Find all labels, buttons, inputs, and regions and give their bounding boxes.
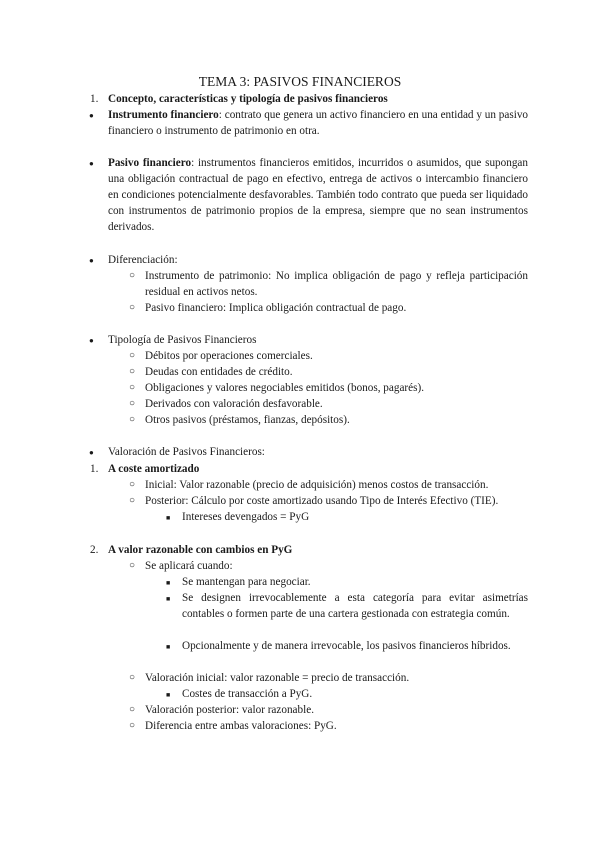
section-heading: A coste amortizado (108, 463, 200, 475)
circle-bullet-icon: ○ (129, 495, 136, 506)
section-number: 1. (90, 93, 99, 105)
list-item: Derivados con valoración desfavorable. (145, 398, 323, 410)
list-item: Se mantengan para negociar. (182, 576, 311, 588)
tipologia-label: Tipología de Pasivos Financieros (108, 334, 257, 346)
list-item: Obligaciones y valores negociables emitidos (bonos, pagarés). (145, 382, 424, 394)
circle-bullet-icon: ○ (129, 720, 136, 731)
bullet-icon: ● (89, 159, 94, 168)
circle-bullet-icon: ○ (129, 704, 136, 715)
circle-bullet-icon: ○ (129, 366, 136, 377)
circle-bullet-icon: ○ (129, 302, 136, 313)
definition-text: : instrumentos financieros emitidos, incurridos o asumidos, que supongan una obligación contractual de pago en efectivo, entrega de activos o intercambio financiero en condiciones potencialmente desfavorables. También todo contrato que pueda ser liquidado con instrumentos de patrimonio propios de la empresa, siempre que no sean instrumentos derivados. (108, 157, 528, 233)
circle-bullet-icon: ○ (129, 479, 136, 490)
page-title: TEMA 3: PASIVOS FINANCIEROS (198, 74, 402, 89)
square-bullet-icon: ■ (166, 579, 171, 587)
section-number: 1. (90, 463, 99, 475)
square-bullet-icon: ■ (166, 691, 171, 699)
square-bullet-icon: ■ (166, 643, 171, 651)
circle-bullet-icon: ○ (129, 382, 136, 393)
square-bullet-icon: ■ (166, 514, 171, 522)
square-bullet-icon: ■ (166, 595, 171, 603)
diferenciacion-label: Diferenciación: (108, 254, 178, 266)
valoracion-label: Valoración de Pasivos Financieros: (108, 446, 265, 458)
list-item: Valoración posterior: valor razonable. (145, 704, 314, 716)
section-number: 2. (90, 544, 99, 556)
list-item: Inicial: Valor razonable (precio de adquisición) menos costos de transacción. (145, 479, 489, 491)
bullet-icon: ● (89, 448, 94, 457)
list-item: Posterior: Cálculo por coste amortizado usando Tipo de Interés Efectivo (TIE). (145, 495, 499, 507)
list-item: Se designen irrevocablemente a esta categoría para evitar asimetrías contables o formen parte de una cartera gestionada con estrategia común. (182, 592, 528, 620)
circle-bullet-icon: ○ (129, 414, 136, 425)
list-item: Costes de transacción a PyG. (182, 688, 313, 700)
bullet-icon: ● (89, 111, 94, 120)
list-item: Diferencia entre ambas valoraciones: PyG. (145, 720, 337, 732)
list-item: Otros pasivos (préstamos, fianzas, depósitos). (145, 414, 350, 426)
bullet-icon: ● (89, 256, 94, 265)
circle-bullet-icon: ○ (129, 560, 136, 571)
bullet-icon: ● (89, 336, 94, 345)
term-instrumento: Instrumento financiero (108, 109, 219, 121)
list-item: Instrumento de patrimonio: No implica obligación de pago y refleja participación residual en activos netos. (145, 270, 528, 298)
list-item: Se aplicará cuando: (145, 560, 233, 572)
list-item: Valoración inicial: valor razonable = precio de transacción. (145, 672, 410, 684)
list-item: Débitos por operaciones comerciales. (145, 350, 313, 362)
section-heading: A valor razonable con cambios en PyG (108, 544, 293, 556)
definition-instrumento (108, 107, 528, 139)
circle-bullet-icon: ○ (129, 672, 136, 683)
definition-pasivo (108, 155, 528, 235)
circle-bullet-icon: ○ (129, 270, 136, 281)
list-item: Pasivo financiero: Implica obligación contractual de pago. (145, 302, 407, 314)
circle-bullet-icon: ○ (129, 350, 136, 361)
section-heading: Concepto, características y tipología de pasivos financieros (108, 93, 388, 105)
term-pasivo: Pasivo financiero (108, 157, 192, 169)
definition-text: : contrato que genera un activo financiero en una entidad y un pasivo financiero o instrumento de patrimonio en otra. (108, 109, 529, 137)
list-item: Deudas con entidades de crédito. (145, 366, 293, 378)
circle-bullet-icon: ○ (129, 398, 136, 409)
list-item: Intereses devengados = PyG (182, 511, 310, 523)
list-item: Opcionalmente y de manera irrevocable, los pasivos financieros híbridos. (182, 640, 511, 652)
